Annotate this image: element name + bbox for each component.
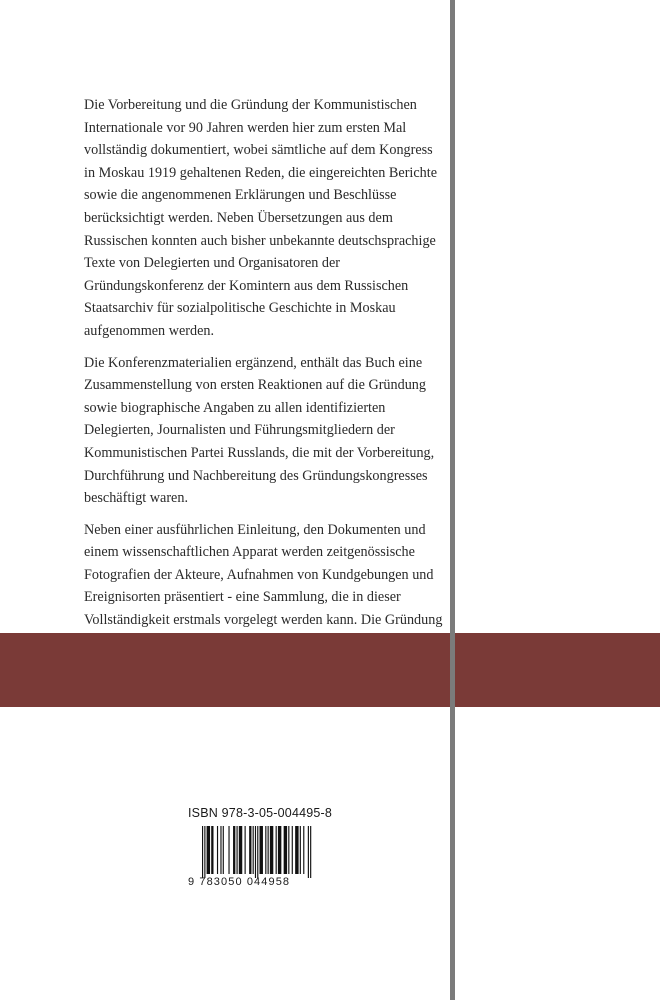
barcode-bar: [211, 826, 213, 874]
spine-divider-line: [450, 0, 455, 1000]
isbn-label: ISBN 978-3-05-004495-8: [188, 806, 333, 820]
blurb-paragraph-2: Die Konferenzmaterialien ergänzend, enthält das Buch eine Zusammenstellung von ersten Reaktionen auf die Gründung sowie biographische Angaben zu allen identifizierten Delegierten, Journalisten und Führungsmitgliedern der Kommunistischen Partei Russlands, die mit der Vorbereitung, Durchführung und Nachbereitung des Gründungskongresses beschäftigt waren.: [84, 354, 435, 507]
barcode-bar: [270, 826, 273, 874]
barcode-bar: [237, 826, 238, 874]
barcode-bar: [228, 826, 229, 874]
blurb-paragraph-3: Neben einer ausführlichen Einleitung, den Dokumenten und einem wissenschaftlichen Apparat werden zeitgenössische Fotografien der Akteure, Aufnahmen von Kundgebungen und Ereignisorten präsentiert - eine Sammlung, die in dieser Vollständigkeit erstmals vorgelegt werden kann. Die Gründung: [84, 521, 443, 629]
blurb-text: [84, 94, 444, 708]
barcode-bar: [204, 826, 205, 878]
barcode-bar: [278, 826, 281, 874]
barcode-bar: [260, 826, 263, 874]
barcode-bar: [288, 826, 289, 874]
barcode-bar: [295, 826, 298, 874]
barcode-bar: [276, 826, 277, 874]
barcode-bar: [217, 826, 218, 874]
barcode-bar: [207, 826, 210, 874]
ean-digits: 9 783050 044958: [188, 876, 291, 888]
barcode-bar: [292, 826, 293, 874]
barcode-bar: [220, 826, 221, 874]
barcode-bar: [300, 826, 301, 874]
barcode-bar: [310, 826, 311, 878]
barcode-bar: [257, 826, 258, 878]
blurb-paragraph-1: Die Vorbereitung und die Gründung der Kommunistischen Internationale vor 90 Jahren werden hier zum ersten Mal vollständig dokumentiert, wobei sämtliche auf dem Kongress in Moskau 1919 gehaltenen Reden, die eingereichten Berichte sowie die angenommenen Erklärungen und Beschlüsse berücksichtigt werden. Neben Übersetzungen aus dem Russischen konnten auch bisher unbekannte deutschsprachige Texte von Delegierten und Organisatoren der Gründungskonferenz der Komintern aus dem Russischen Staatsarchiv für sozialpolitische Geschichte in Moskau aufgenommen werden.: [84, 97, 437, 339]
barcode-bar: [223, 826, 224, 874]
barcode-bar: [303, 826, 304, 874]
barcode-bar: [202, 826, 203, 878]
barcode-bar: [308, 826, 309, 878]
barcode-bar: [268, 826, 269, 874]
barcode-bar: [233, 826, 235, 874]
barcode-bar: [249, 826, 251, 874]
barcode-image: [188, 826, 328, 878]
barcode-bar: [253, 826, 254, 874]
barcode-bar: [265, 826, 266, 874]
color-band: [0, 633, 660, 707]
barcode-bar: [239, 826, 242, 874]
isbn-barcode-block: [188, 806, 338, 896]
barcode-bar: [255, 826, 256, 878]
barcode-bar: [284, 826, 287, 874]
barcode-bar: [245, 826, 246, 874]
